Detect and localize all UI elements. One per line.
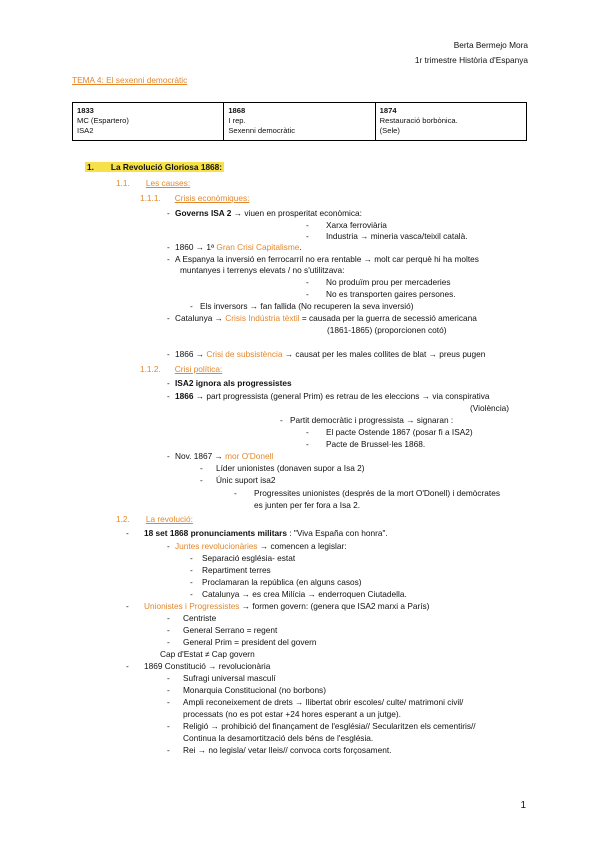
page-number: 1: [520, 800, 526, 811]
list-item: - 1860 → 1ª Gran Crisi Capitalisme.: [167, 242, 302, 252]
list-item: - Pacte de Brussel·les 1868.: [306, 439, 426, 449]
list-item: - ISA2 ignora als progressistes: [167, 378, 292, 388]
subsection-heading: 1.2. La revolució:: [116, 514, 193, 524]
list-item: - Centriste: [167, 613, 217, 623]
list-item: - Sufragi universal masculí: [167, 673, 276, 683]
list-item: - General Prim = president del govern: [167, 637, 317, 647]
list-item: - No es transporten gaires persones.: [306, 289, 456, 299]
list-item: - Unionistes i Progressistes → formen govern: (genera que ISA2 marxi a París): [126, 601, 430, 611]
list-item-continuation: Continua la desamortització dels béns de l'església.: [183, 733, 374, 743]
list-item-continuation: (1861-1865) (proporcionen cotó): [327, 325, 447, 335]
doc-title: TEMA 4: El sexenni democràtic: [72, 75, 188, 85]
list-item: - 1869 Constitució → revolucionària: [126, 661, 271, 671]
list-item: - El pacte Ostende 1867 (posar fi a ISA2): [306, 427, 473, 437]
timeline-cell: 1833 MC (Espartero) ISA2: [73, 103, 224, 141]
timeline-cell: 1874 Restauració borbònica. (Sele): [375, 103, 526, 141]
list-item: - 1866 → part progressista (general Prim) es retrau de les eleccions → via conspirativa: [167, 391, 490, 401]
list-item-continuation: processats (no es pot estar +24 hores esperant a un jutge).: [183, 709, 401, 719]
list-item: - No produïm prou per mercaderies: [306, 277, 451, 287]
list-item: - Ampli reconeixement de drets → llibertat obrir escoles/ culte/ matrimoni civil/: [167, 697, 464, 707]
list-item: - Nov. 1867 → mor O'Donell: [167, 451, 274, 461]
list-item-continuation: Cap d'Estat ≠ Cap govern: [160, 649, 255, 659]
list-item: - Únic suport isa2: [200, 475, 276, 485]
list-item-continuation: (Violència): [470, 403, 510, 413]
timeline-cell: 1868 I rep. Sexenni democràtic: [224, 103, 375, 141]
list-item: - General Serrano = regent: [167, 625, 278, 635]
subsubsection-heading: 1.1.1. Crisis econòmiques:: [140, 193, 250, 203]
list-item: - Repartiment terres: [190, 565, 271, 575]
list-item: - Proclamaran la república (en alguns casos): [190, 577, 362, 587]
timeline-table: [72, 102, 527, 141]
list-item-continuation: es junten per fer fora a Isa 2.: [254, 500, 361, 510]
list-item: - Religió → prohibició del finançament de l'església// Secularitzen els cementiris//: [167, 721, 476, 731]
list-item: - Catalunya → es crea Milícia → enderroquen Ciutadella.: [190, 589, 407, 599]
list-item: - Juntes revolucionàries → comencen a legislar:: [167, 541, 347, 551]
course-label: 1r trimestre Història d'Espanya: [414, 55, 528, 65]
author-name: Berta Bermejo Mora: [453, 40, 528, 50]
list-item: - A Espanya la inversió en ferrocarril no era rentable → molt car perquè hi ha moltes: [167, 254, 479, 264]
list-item: - Governs ISA 2 → viuen en prosperitat econòmica:: [167, 208, 362, 218]
list-item: - Progressites unionistes (després de la mort O'Donell) i demòcrates: [234, 488, 500, 498]
list-item: - Xarxa ferroviària: [306, 220, 387, 230]
list-item: - Monarquia Constitucional (no borbons): [167, 685, 326, 695]
list-item: - Líder unionistes (donaven supor a Isa 2): [200, 463, 365, 473]
list-item: - Rei → no legisla/ vetar lleis// convoca corts forçosament.: [167, 745, 392, 755]
list-item: - Els inversors → fan fallida (No recuperen la seva inversió): [190, 301, 414, 311]
section-1-heading: 1. La Revolució Gloriosa 1868:: [87, 162, 223, 172]
subsubsection-heading: 1.1.2. Crisi política:: [140, 364, 223, 374]
list-item: - 1866 → Crisi de subsistència → causat per les males collites de blat → preus pugen: [167, 349, 486, 359]
list-item: - Partit democràtic i progressista → signaran :: [280, 415, 454, 425]
subsection-heading: 1.1. Les causes:: [116, 178, 191, 188]
list-item: - 18 set 1868 pronunciaments militars : "Viva España con honra".: [126, 528, 388, 538]
list-item: - Catalunya → Crisis Indústria tèxtil = causada per la guerra de secessió americana: [167, 313, 477, 323]
list-item: - Separació església- estat: [190, 553, 296, 563]
list-item-continuation: muntanyes i terrenys elevats / no s'utilitzava:: [180, 265, 345, 275]
list-item: - Industria → mineria vasca/teixil català.: [306, 231, 468, 241]
